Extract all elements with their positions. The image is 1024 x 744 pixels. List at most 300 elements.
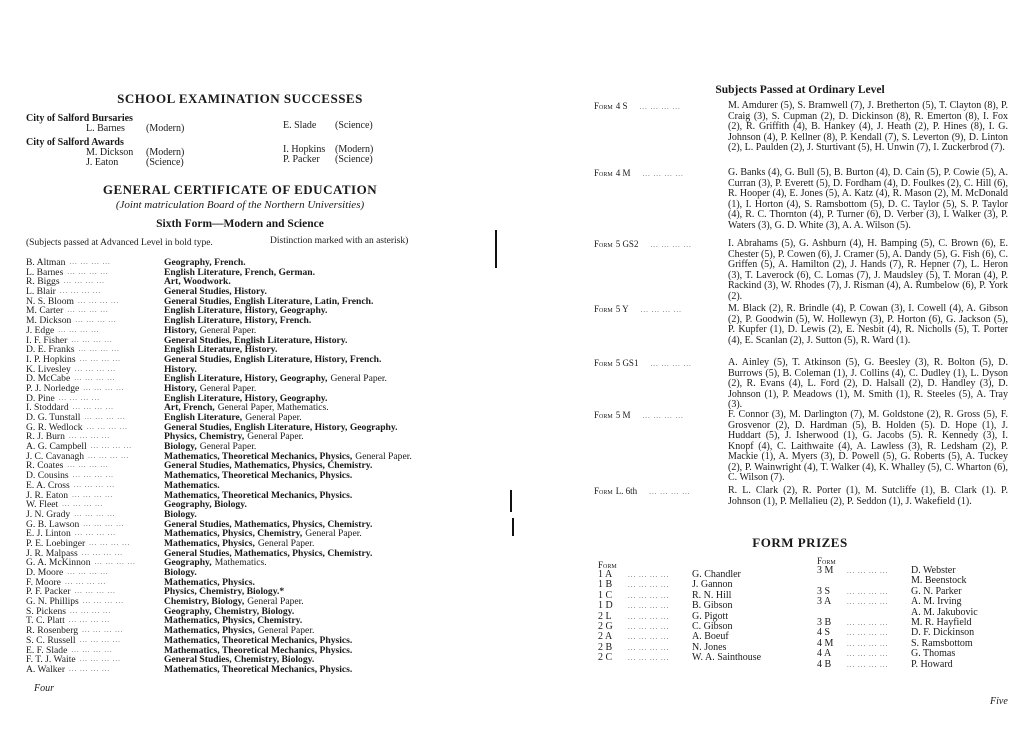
leader-dots: ... ... ... ... bbox=[83, 519, 125, 528]
student-name: E. J. Linton bbox=[26, 529, 71, 539]
student-name: A. Walker bbox=[26, 664, 66, 675]
form-entry bbox=[594, 239, 1014, 302]
ordinary-subjects: General Paper. bbox=[247, 596, 304, 608]
student-row bbox=[26, 500, 456, 510]
form-label bbox=[594, 101, 728, 154]
ordinary-subjects: General Paper. bbox=[257, 625, 315, 637]
leader-dots: ... ... ... ... bbox=[628, 654, 670, 663]
student-name-cell bbox=[26, 636, 164, 646]
form-name: 5 Y bbox=[615, 304, 629, 314]
form-word: Form bbox=[594, 486, 613, 496]
form-entry bbox=[594, 304, 1014, 346]
form-label bbox=[594, 168, 728, 231]
student-name: R. Coates bbox=[26, 461, 64, 472]
advanced-subjects: General Studies, Mathematics, Physics, Chemistry. bbox=[164, 460, 373, 472]
prize-winner: A. M. Irving bbox=[911, 596, 962, 608]
student-name: G. N. Phillips bbox=[26, 597, 79, 607]
award-stream: (Science) bbox=[335, 154, 373, 165]
prize-winner: G. Thomas bbox=[911, 648, 956, 660]
leader-dots: ... ... ... ... bbox=[650, 360, 692, 368]
advanced-subjects: Mathematics, Physics. bbox=[164, 576, 255, 588]
advanced-subjects: Physics, Chemistry, Biology.* bbox=[164, 586, 285, 598]
student-name-cell bbox=[26, 277, 164, 287]
leader-dots: ... ... ... ... bbox=[82, 626, 124, 635]
ordinary-subjects: General Paper. bbox=[199, 324, 257, 336]
student-name-cell bbox=[26, 287, 164, 297]
form-entry bbox=[594, 101, 1014, 154]
student-row bbox=[26, 471, 456, 481]
award-name: J. Eaton bbox=[86, 157, 119, 168]
sixth-form-title: Sixth Form—Modern and Science bbox=[156, 218, 324, 230]
leader-dots: ... ... ... ... bbox=[63, 277, 105, 286]
ordinary-subjects: General Paper. bbox=[330, 373, 387, 385]
page-number: Four bbox=[34, 683, 54, 694]
advanced-subjects: Biology. bbox=[164, 508, 197, 520]
form-entry bbox=[594, 168, 1014, 231]
advanced-results-list bbox=[26, 258, 456, 675]
prize-winner: S. Ramsbottom bbox=[911, 637, 973, 649]
bursary-stream: (Modern) bbox=[146, 123, 185, 134]
advanced-subjects: Mathematics, Physics, Chemistry, bbox=[164, 528, 303, 540]
advanced-subjects: General Studies, English Literature, History, Geography. bbox=[164, 421, 398, 433]
prize-form: 3 A bbox=[817, 596, 832, 608]
form-word: Form bbox=[594, 358, 613, 368]
leader-dots: ... ... ... ... bbox=[67, 267, 109, 276]
leader-dots: ... ... ... ... bbox=[71, 645, 113, 654]
ordinary-subjects: Mathematics. bbox=[214, 557, 267, 569]
ordinary-subjects: General Paper. bbox=[247, 431, 304, 443]
student-name: I. F. Fisher bbox=[26, 335, 68, 346]
student-name-cell bbox=[26, 461, 164, 471]
form-name: 5 GS1 bbox=[615, 358, 639, 368]
leader-dots: ... ... ... ... bbox=[58, 393, 101, 402]
leader-dots: ... ... ... ... bbox=[847, 660, 889, 669]
student-name-cell bbox=[26, 646, 164, 656]
form-passes: I. Abrahams (5), G. Ashburn (4), H. Bamping (5), C. Brown (6), E. Chester (5), P. Cowen (6), J. Cramer (5), A. Dandy (5), G. Fish (6), C. Griffen (5), A. Hamilton (2), J. Hands (7), R. Hepner (7), L. Heron (3), T. Laverock (6), C. Lomas (7), J. Maudsley (5), T. Moran (4), P. Rackind (3), W. Rhodes (7), J. Risman (4), A. Rumbelow (6), P. York (2). bbox=[728, 238, 1008, 302]
leader-dots: ... ... ... ... bbox=[72, 471, 114, 480]
prize-row bbox=[598, 591, 761, 601]
leader-dots bbox=[847, 576, 911, 586]
student-name-cell bbox=[26, 481, 164, 491]
leader-dots: ... ... ... ... bbox=[94, 558, 136, 567]
student-row bbox=[26, 665, 456, 675]
student-name: T. C. Platt bbox=[26, 616, 65, 627]
prize-form: 1 A bbox=[598, 569, 613, 580]
student-name: G. R. Wedlock bbox=[26, 422, 83, 433]
prize-row bbox=[598, 622, 761, 632]
student-name-cell bbox=[26, 442, 164, 452]
advanced-subjects: Biology. bbox=[164, 567, 197, 578]
leader-dots: ... ... ... ... bbox=[642, 412, 684, 420]
student-row bbox=[26, 558, 456, 568]
prize-winner: B. Gibson bbox=[692, 600, 733, 612]
leader-dots: ... ... ... ... bbox=[847, 639, 889, 648]
advanced-subjects: English Literature, History, Geography, bbox=[164, 373, 328, 385]
form-passes: M. Amdurer (5), S. Bramwell (7), J. Bretherton (5), T. Clayton (8), P. Craig (3), S. Cupman (2), D. Dickinson (8), R. Emerton (8), I. Fox (2), R. Griffith (4), B. Hankey (4), J. Heath (2), P. Hines (8), I. G. Johnson (4), P. Kellner (8), P. Kendall (7), S. Leverton (9), D. Linton (2), L. Paulden (2), J. Sturtivant (5), H. Unwin (7), I. Zuckerbrod (7). bbox=[728, 100, 1008, 153]
advanced-subjects: Geography, Biology. bbox=[164, 499, 247, 511]
leader-dots: ... ... ... ... bbox=[79, 635, 121, 644]
leader-dots: ... ... ... ... bbox=[75, 316, 117, 325]
form-column-header: Form bbox=[598, 560, 617, 570]
form-entry bbox=[594, 410, 1014, 484]
leader-dots: ... ... ... ... bbox=[67, 306, 109, 315]
student-name-cell bbox=[26, 568, 164, 578]
award-stream: (Modern) bbox=[146, 147, 185, 158]
prize-form: 4 M bbox=[817, 637, 834, 649]
student-name-cell bbox=[26, 529, 164, 539]
advanced-subjects: Geography, bbox=[164, 557, 212, 569]
student-name: P. E. Loebinger bbox=[26, 538, 86, 549]
leader-dots: ... ... ... ... bbox=[89, 538, 131, 547]
prize-row bbox=[598, 632, 761, 642]
leader-dots: ... ... ... ... bbox=[650, 241, 692, 249]
leader-dots: ... ... ... ... bbox=[642, 170, 684, 178]
student-name: E. F. Slade bbox=[26, 645, 68, 656]
gce-subtitle: (Joint matriculation Board of the Northern Universities) bbox=[115, 199, 365, 211]
student-name: F. Moore bbox=[26, 577, 61, 588]
student-name-cell bbox=[26, 587, 164, 597]
student-name-cell bbox=[26, 471, 164, 481]
form-word: Form bbox=[594, 168, 613, 178]
student-name: R. J. Burn bbox=[26, 432, 65, 443]
advanced-subjects: English Literature, History. bbox=[164, 344, 278, 356]
form-passes: G. Banks (4), G. Bull (5), B. Burton (4), D. Cain (5), P. Cowie (5), A. Curran (3), P. Everett (5), D. Fordham (4), D. Foulkes (2), C. Hill (6), R. Hooper (4), E. Jones (5), A. Katz (4), R. Mason (2), M. McDonald (1), I. Horton (4), S. Ramsbottom (5), D. C. Taylor (5), S. P. Taylor (4), R. C. Thornton (4), P. Turner (6), D. Verber (3), I. Walker (3), P. Waters (3), G. D. White (3), A. A. Wilson (5). bbox=[728, 167, 1008, 231]
leader-dots: ... ... ... ... bbox=[79, 354, 121, 363]
leader-dots: ... ... ... ... bbox=[847, 567, 889, 575]
bursary-name: E. Slade bbox=[283, 120, 317, 131]
prize-row bbox=[598, 653, 761, 663]
advanced-subjects: Mathematics, Theoretical Mechanics, Physics. bbox=[164, 663, 353, 675]
student-name: J. Edge bbox=[26, 325, 55, 336]
advanced-subjects: Art, Woodwork. bbox=[164, 276, 231, 288]
bursaries-heading: City of Salford Bursaries bbox=[26, 113, 133, 124]
student-name: D. Moore bbox=[26, 568, 64, 578]
advanced-subjects: Art, French, bbox=[164, 402, 215, 414]
advanced-subjects: Biology, bbox=[164, 441, 197, 453]
leader-dots: ... ... ... ... bbox=[628, 623, 670, 632]
leader-dots: ... ... ... ... bbox=[639, 103, 681, 111]
advanced-subjects: General Studies, Mathematics, Physics, Chemistry. bbox=[164, 518, 373, 530]
leader-dots: ... ... ... ... bbox=[847, 587, 889, 596]
form-label bbox=[594, 304, 728, 346]
prize-row bbox=[598, 612, 761, 622]
advanced-subjects: History, bbox=[164, 382, 197, 394]
student-name-cell bbox=[26, 616, 164, 626]
page-number: Five bbox=[990, 696, 1008, 707]
prize-winner: M. Beenstock bbox=[911, 575, 967, 587]
prize-winner: C. Gibson bbox=[692, 621, 733, 633]
prize-winner: A. Boeuf bbox=[692, 631, 729, 643]
prize-form: 2 C bbox=[598, 652, 613, 664]
form-passes: R. L. Clark (2), R. Porter (1), M. Sutcliffe (1), B. Clark (1). P. Johnson (1), P. Mellalieu (2), P. Seddon (1), J. Wakefield (1). bbox=[728, 485, 1008, 507]
prize-row bbox=[598, 570, 761, 580]
student-name: D. G. Tunstall bbox=[26, 413, 81, 423]
leader-dots: ... ... ... ... bbox=[68, 432, 111, 441]
scan-mark bbox=[512, 518, 514, 536]
leader-dots: ... ... ... ... bbox=[64, 577, 107, 586]
student-name: D. McCabe bbox=[26, 374, 71, 384]
form-passes: F. Connor (3), M. Darlington (7), M. Goldstone (2), R. Gross (5), F. Grosvenor (2), D. Hardman (5), B. Holden (5). D. Hope (1), J. Huddart (5), J. Isherwood (1), G. Jacobs (5). R. Kennedy (3), I. Knopf (4), C. Laithwaite (4), A. Lawless (3), R. Ledsham (2), P. Mackie (1), A. Myers (3), D. Powell (5), G. Roberts (5), A. Tuckey (2), P. Wainwright (4), T. Walker (4), K. Whalley (5), C. Wharton (6), C. Wilson (7). bbox=[728, 409, 1008, 483]
student-name: L. Barnes bbox=[26, 267, 64, 278]
leader-dots: ... ... ... ... bbox=[628, 612, 670, 621]
advanced-subjects: General Studies, English Literature, History. bbox=[164, 334, 348, 346]
scan-mark bbox=[495, 230, 497, 268]
student-name-cell bbox=[26, 423, 164, 433]
student-name: J. R. Malpass bbox=[26, 548, 78, 559]
advanced-subjects: English Literature, History, Geography. bbox=[164, 305, 328, 317]
leader-dots: ... ... ... ... bbox=[86, 422, 128, 431]
leader-dots: ... ... ... ... bbox=[628, 571, 670, 579]
prize-form: 4 A bbox=[817, 648, 832, 660]
ordinary-subjects: General Paper. bbox=[355, 450, 412, 462]
advanced-subjects: Physics, Chemistry, bbox=[164, 431, 245, 443]
form-passes: M. Black (2), R. Brindle (4), P. Cowan (3), I. Cowell (4), A. Gibson (2), P. Goodwin (5), W. Hollewyn (3), P. Horton (6), G. Jackson (5), P. Kupfer (1), D. Lewis (2), E. Nesbit (4), R. Nicholls (5), T. Porter (4), E. Scanlan (2), J. Sutton (5), R. Ward (1). bbox=[728, 303, 1008, 346]
leader-dots: ... ... ... ... bbox=[69, 606, 112, 615]
leader-dots: ... ... ... ... bbox=[58, 325, 100, 334]
leader-dots: ... ... ... ... bbox=[628, 602, 670, 611]
form-entry bbox=[594, 358, 1014, 411]
leader-dots: ... ... ... ... bbox=[68, 616, 110, 625]
leader-dots: ... ... ... ... bbox=[67, 568, 109, 576]
awards-heading: City of Salford Awards bbox=[26, 137, 124, 148]
student-name-cell bbox=[26, 374, 164, 384]
student-name-cell bbox=[26, 607, 164, 617]
student-name-cell bbox=[26, 326, 164, 336]
student-name-cell bbox=[26, 355, 164, 365]
prize-winner: M. R. Hayfield bbox=[911, 617, 972, 629]
form-name: 4 M bbox=[615, 168, 631, 178]
prize-winner: G. Pigott bbox=[692, 610, 729, 622]
prize-form: 3 M bbox=[817, 565, 834, 576]
leader-dots: ... ... ... ... bbox=[72, 403, 114, 412]
advanced-subjects: English Literature, History, French. bbox=[164, 315, 312, 327]
prize-winner: G. N. Parker bbox=[911, 585, 962, 597]
leader-dots: ... ... ... ... bbox=[82, 597, 125, 606]
advanced-subjects: Mathematics, Theoretical Mechanics, Physics, bbox=[164, 450, 353, 462]
student-name-cell bbox=[26, 665, 164, 675]
award-stream: (Modern) bbox=[335, 144, 374, 155]
leader-dots: ... ... ... ... bbox=[73, 480, 115, 489]
student-name-cell bbox=[26, 403, 164, 413]
student-name: S. Pickens bbox=[26, 606, 66, 617]
student-name: E. A. Cross bbox=[26, 480, 70, 491]
prize-winner: W. A. Sainthouse bbox=[692, 652, 762, 664]
student-name: G. B. Lawson bbox=[26, 519, 80, 530]
student-name: J. C. Cavanagh bbox=[26, 451, 85, 462]
bursary-stream: (Science) bbox=[335, 120, 373, 131]
prize-winner: D. Webster bbox=[911, 565, 956, 576]
leader-dots: ... ... ... ... bbox=[74, 509, 116, 518]
student-name: P. J. Norledge bbox=[26, 383, 80, 394]
prize-form: 1 C bbox=[598, 589, 613, 601]
leader-dots: ... ... ... ... bbox=[88, 451, 130, 460]
advanced-subjects: Mathematics, Theoretical Mechanics, Physics. bbox=[164, 470, 353, 482]
leader-dots: ... ... ... ... bbox=[640, 306, 682, 314]
ordinary-subjects: General Paper. bbox=[257, 537, 315, 549]
leader-dots: ... ... ... ... bbox=[72, 490, 114, 499]
form-name: 5 GS2 bbox=[615, 239, 639, 249]
form-word: Form bbox=[594, 101, 613, 111]
prize-row bbox=[817, 649, 978, 659]
student-name-cell bbox=[26, 268, 164, 278]
prize-form: 2 B bbox=[598, 641, 613, 653]
prize-form: 2 G bbox=[598, 621, 613, 633]
prize-row bbox=[598, 580, 761, 590]
leader-dots: ... ... ... ... bbox=[74, 587, 116, 596]
prize-winner: G. Chandler bbox=[692, 569, 741, 580]
leader-dots: ... ... ... ... bbox=[628, 581, 670, 590]
prize-winner: D. F. Dickinson bbox=[911, 627, 975, 639]
student-name-cell bbox=[26, 578, 164, 588]
leader-dots: ... ... ... ... bbox=[59, 287, 102, 296]
student-name-cell bbox=[26, 626, 164, 636]
prize-winner: A. M. Jakubovic bbox=[911, 606, 978, 618]
leader-dots: ... ... ... ... bbox=[628, 591, 670, 600]
leader-dots: ... ... ... ... bbox=[649, 488, 691, 496]
ordinary-subjects: General Paper. bbox=[199, 441, 257, 453]
leader-dots: ... ... ... ... bbox=[84, 413, 126, 421]
advanced-subjects: General Studies, Chemistry, Biology. bbox=[164, 654, 315, 666]
advanced-subjects: English Literature, History, Geography. bbox=[164, 392, 328, 404]
advanced-subjects: Mathematics, Physics, Chemistry. bbox=[164, 615, 303, 627]
student-name: R. Rosenberg bbox=[26, 626, 79, 636]
advanced-subjects: Chemistry, Biology, bbox=[164, 596, 245, 608]
advanced-subjects: Geography, Chemistry, Biology. bbox=[164, 605, 295, 617]
leader-dots: ... ... ... ... bbox=[628, 643, 670, 652]
student-row bbox=[26, 355, 456, 365]
student-name: N. S. Bloom bbox=[26, 296, 74, 307]
advanced-subjects: Mathematics, Physics, bbox=[164, 625, 255, 637]
student-name-cell bbox=[26, 539, 164, 549]
leader-dots: ... ... ... ... bbox=[69, 258, 111, 266]
advanced-subjects: General Studies, English Literature, Latin, French. bbox=[164, 295, 374, 307]
prize-row bbox=[598, 601, 761, 611]
form-entry bbox=[594, 486, 1014, 507]
advanced-subjects: Mathematics. bbox=[164, 479, 220, 491]
ordinary-level-title: Subjects Passed at Ordinary Level bbox=[715, 84, 885, 96]
leader-dots: ... ... ... ... bbox=[77, 296, 120, 305]
prize-winner: J. Gannon bbox=[692, 579, 733, 591]
leader-dots: ... ... ... ... bbox=[628, 633, 670, 642]
leader-dots: ... ... ... ... bbox=[81, 548, 123, 557]
advanced-subjects: Geography, French. bbox=[164, 257, 246, 268]
student-name-cell bbox=[26, 345, 164, 355]
student-name-cell bbox=[26, 306, 164, 316]
student-name: L. Blair bbox=[26, 287, 56, 297]
student-name-cell bbox=[26, 258, 164, 268]
advanced-subjects: General Studies, Mathematics, Physics, Chemistry. bbox=[164, 547, 373, 559]
student-name: B. Altman bbox=[26, 258, 66, 268]
prize-form: 4 B bbox=[817, 658, 832, 670]
student-name-cell bbox=[26, 432, 164, 442]
advanced-subjects: History. bbox=[164, 363, 197, 375]
leader-dots: ... ... ... ... bbox=[74, 374, 116, 383]
advanced-subjects: Mathematics, Physics, bbox=[164, 537, 255, 549]
student-name-cell bbox=[26, 500, 164, 510]
leader-dots: ... ... ... ... bbox=[847, 650, 889, 659]
student-name-cell bbox=[26, 384, 164, 394]
student-name: I. Stoddard bbox=[26, 403, 69, 413]
student-name: J. N. Grady bbox=[26, 509, 71, 520]
page-title: SCHOOL EXAMINATION SUCCESSES bbox=[117, 91, 363, 106]
student-name: S. C. Russell bbox=[26, 635, 76, 646]
form-word: Form bbox=[594, 239, 613, 249]
student-name-cell bbox=[26, 365, 164, 375]
gce-title: GENERAL CERTIFICATE OF EDUCATION bbox=[102, 182, 378, 197]
prize-form: 4 S bbox=[817, 627, 831, 639]
student-name: J. R. Eaton bbox=[26, 490, 69, 501]
student-name-cell bbox=[26, 510, 164, 520]
award-name: M. Dickson bbox=[86, 147, 134, 158]
form-label bbox=[594, 239, 728, 302]
student-name-cell bbox=[26, 452, 164, 462]
leader-dots: ... ... ... ... bbox=[74, 364, 117, 373]
student-name-cell bbox=[26, 549, 164, 559]
prize-winner: R. N. Hill bbox=[692, 589, 732, 601]
form-column-header: Form bbox=[817, 556, 836, 566]
student-name: K. Livesley bbox=[26, 364, 71, 375]
student-name: M. Carter bbox=[26, 306, 64, 317]
ordinary-subjects: General Paper, Mathematics. bbox=[217, 402, 329, 414]
leader-dots: ... ... ... ... bbox=[71, 335, 113, 344]
prizes-left-table bbox=[598, 560, 761, 664]
form-passes: A. Ainley (5), T. Atkinson (5), G. Beesley (3), R. Bolton (5), D. Burrows (5), B. Coleman (1), J. Collins (4), C. Dudley (1), L. Dyson (2), R. Evans (4), L. Ford (2), D. Halsall (2), D. Handley (3), D. Johnson (1), P. Meadows (1), M. Smith (1), R. Steeles (5), A. Tray (3). bbox=[728, 357, 1008, 410]
student-name-cell bbox=[26, 558, 164, 568]
form-name: L. 6th bbox=[615, 486, 638, 496]
advanced-subjects: History, bbox=[164, 324, 197, 336]
prize-form: 2 A bbox=[598, 631, 613, 643]
leader-dots: ... ... ... ... bbox=[90, 442, 133, 451]
leader-dots: ... ... ... ... bbox=[847, 598, 889, 607]
student-row bbox=[26, 268, 456, 278]
prize-winner: N. Jones bbox=[692, 641, 727, 653]
form-word: Form bbox=[594, 410, 613, 420]
student-name: M. Dickson bbox=[26, 316, 72, 326]
prize-form: 3 B bbox=[817, 617, 832, 629]
scan-mark bbox=[510, 490, 512, 512]
student-name-cell bbox=[26, 394, 164, 404]
prize-form: 1 B bbox=[598, 579, 613, 591]
ordinary-subjects: General Paper. bbox=[305, 528, 362, 540]
legend-note: (Subjects passed at Advanced Level in bold type. bbox=[26, 238, 213, 248]
student-name-cell bbox=[26, 597, 164, 607]
student-name-cell bbox=[26, 520, 164, 530]
prize-form: 1 D bbox=[598, 600, 613, 612]
student-name-cell bbox=[26, 413, 164, 423]
advanced-subjects: General Studies, English Literature, History, French. bbox=[164, 353, 382, 365]
student-name: R. Biggs bbox=[26, 277, 60, 288]
leader-dots: ... ... ... ... bbox=[79, 655, 121, 664]
form-label bbox=[594, 410, 728, 484]
award-name: I. Hopkins bbox=[283, 144, 326, 155]
student-name-cell bbox=[26, 336, 164, 346]
form-label bbox=[594, 486, 728, 507]
prize-form: 2 L bbox=[598, 610, 612, 622]
student-name-cell bbox=[26, 491, 164, 501]
student-name: D. E. Franks bbox=[26, 345, 75, 355]
leader-dots: ... ... ... ... bbox=[83, 383, 125, 392]
leader-dots: ... ... ... ... bbox=[74, 529, 117, 538]
advanced-subjects: Mathematics, Theoretical Mechanics, Physics. bbox=[164, 489, 353, 501]
student-name: W. Fleet bbox=[26, 500, 59, 510]
form-word: Form bbox=[594, 304, 613, 314]
ordinary-subjects: General Paper. bbox=[245, 412, 302, 423]
ordinary-subjects: General Paper. bbox=[199, 382, 257, 394]
prizes-right-table bbox=[817, 556, 978, 670]
student-name-cell bbox=[26, 297, 164, 307]
leader-dots: ... ... ... ... bbox=[62, 500, 104, 509]
leader-dots bbox=[847, 608, 911, 618]
